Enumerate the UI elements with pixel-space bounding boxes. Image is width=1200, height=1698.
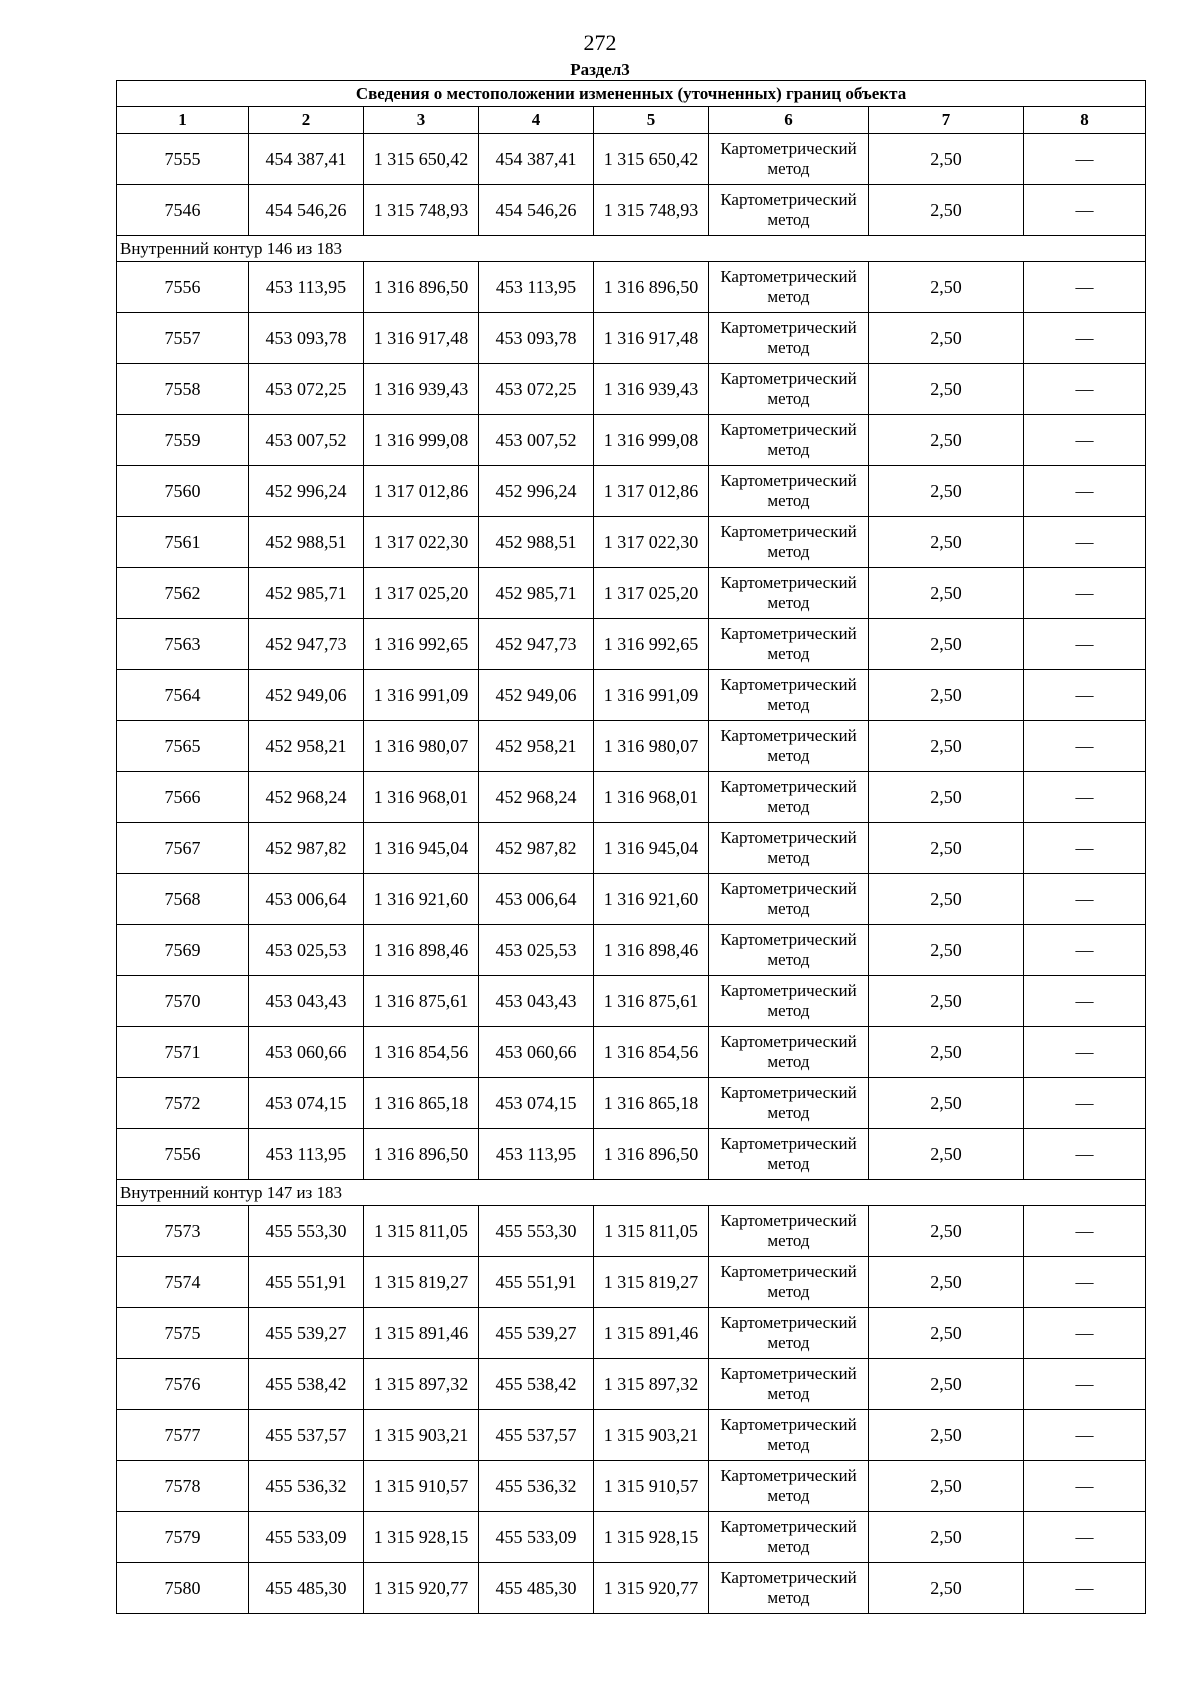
x-old-cell: 452 985,71 [249, 568, 364, 619]
y-new-cell: 1 316 917,48 [594, 313, 709, 364]
column-number: 7 [869, 107, 1024, 134]
x-new-cell: 455 536,32 [479, 1461, 594, 1512]
precision-cell: 2,50 [869, 1512, 1024, 1563]
y-old-cell: 1 315 650,42 [364, 134, 479, 185]
table-row [117, 1129, 1146, 1180]
x-new-cell: 452 988,51 [479, 517, 594, 568]
y-old-cell: 1 316 921,60 [364, 874, 479, 925]
x-old-cell: 453 007,52 [249, 415, 364, 466]
y-old-cell: 1 316 991,09 [364, 670, 479, 721]
description-cell: — [1024, 1206, 1146, 1257]
point-number-cell: 7557 [117, 313, 249, 364]
precision-cell: 2,50 [869, 976, 1024, 1027]
y-old-cell: 1 315 920,77 [364, 1563, 479, 1614]
y-old-cell: 1 316 854,56 [364, 1027, 479, 1078]
x-new-cell: 455 551,91 [479, 1257, 594, 1308]
description-cell: — [1024, 823, 1146, 874]
point-number-cell: 7575 [117, 1308, 249, 1359]
method-cell: Картометрический метод [709, 568, 869, 619]
y-new-cell: 1 316 945,04 [594, 823, 709, 874]
x-new-cell: 453 060,66 [479, 1027, 594, 1078]
x-old-cell: 452 988,51 [249, 517, 364, 568]
table-row [117, 1206, 1146, 1257]
x-new-cell: 453 113,95 [479, 262, 594, 313]
description-cell: — [1024, 134, 1146, 185]
precision-cell: 2,50 [869, 874, 1024, 925]
method-cell: Картометрический метод [709, 313, 869, 364]
point-number-cell: 7579 [117, 1512, 249, 1563]
precision-cell: 2,50 [869, 1461, 1024, 1512]
point-number-cell: 7559 [117, 415, 249, 466]
x-new-cell: 452 987,82 [479, 823, 594, 874]
description-cell: — [1024, 976, 1146, 1027]
precision-cell: 2,50 [869, 619, 1024, 670]
point-number-cell: 7576 [117, 1359, 249, 1410]
point-number-cell: 7558 [117, 364, 249, 415]
x-new-cell: 453 072,25 [479, 364, 594, 415]
y-new-cell: 1 316 896,50 [594, 262, 709, 313]
description-cell: — [1024, 466, 1146, 517]
y-new-cell: 1 316 999,08 [594, 415, 709, 466]
y-old-cell: 1 316 968,01 [364, 772, 479, 823]
precision-cell: 2,50 [869, 1563, 1024, 1614]
description-cell: — [1024, 568, 1146, 619]
point-number-cell: 7560 [117, 466, 249, 517]
y-new-cell: 1 316 921,60 [594, 874, 709, 925]
x-old-cell: 455 553,30 [249, 1206, 364, 1257]
x-new-cell: 455 537,57 [479, 1410, 594, 1461]
description-cell: — [1024, 1563, 1146, 1614]
y-old-cell: 1 317 022,30 [364, 517, 479, 568]
method-cell: Картометрический метод [709, 721, 869, 772]
x-new-cell: 453 113,95 [479, 1129, 594, 1180]
point-number-cell: 7563 [117, 619, 249, 670]
description-cell: — [1024, 1461, 1146, 1512]
precision-cell: 2,50 [869, 1410, 1024, 1461]
x-old-cell: 455 536,32 [249, 1461, 364, 1512]
section-title: Раздел3 [570, 60, 630, 79]
x-new-cell: 453 043,43 [479, 976, 594, 1027]
method-cell: Картометрический метод [709, 262, 869, 313]
precision-cell: 2,50 [869, 364, 1024, 415]
x-new-cell: 452 968,24 [479, 772, 594, 823]
precision-cell: 2,50 [869, 772, 1024, 823]
table-row [117, 1461, 1146, 1512]
x-new-cell: 453 093,78 [479, 313, 594, 364]
x-old-cell: 455 551,91 [249, 1257, 364, 1308]
y-old-cell: 1 317 012,86 [364, 466, 479, 517]
description-cell: — [1024, 619, 1146, 670]
y-new-cell: 1 316 980,07 [594, 721, 709, 772]
y-new-cell: 1 317 022,30 [594, 517, 709, 568]
description-cell: — [1024, 313, 1146, 364]
y-new-cell: 1 315 928,15 [594, 1512, 709, 1563]
point-number-cell: 7573 [117, 1206, 249, 1257]
precision-cell: 2,50 [869, 1078, 1024, 1129]
point-number-cell: 7569 [117, 925, 249, 976]
y-old-cell: 1 315 903,21 [364, 1410, 479, 1461]
method-cell: Картометрический метод [709, 415, 869, 466]
y-old-cell: 1 316 980,07 [364, 721, 479, 772]
x-old-cell: 453 006,64 [249, 874, 364, 925]
description-cell: — [1024, 415, 1146, 466]
method-cell: Картометрический метод [709, 1308, 869, 1359]
table-row [117, 364, 1146, 415]
table-row [117, 721, 1146, 772]
description-cell: — [1024, 1257, 1146, 1308]
method-cell: Картометрический метод [709, 1206, 869, 1257]
table-body [117, 81, 1146, 1614]
point-number-cell: 7574 [117, 1257, 249, 1308]
x-new-cell: 452 996,24 [479, 466, 594, 517]
y-new-cell: 1 316 992,65 [594, 619, 709, 670]
precision-cell: 2,50 [869, 517, 1024, 568]
description-cell: — [1024, 185, 1146, 236]
point-number-cell: 7571 [117, 1027, 249, 1078]
method-cell: Картометрический метод [709, 1257, 869, 1308]
table-row [117, 466, 1146, 517]
x-new-cell: 453 006,64 [479, 874, 594, 925]
x-new-cell: 454 387,41 [479, 134, 594, 185]
method-cell: Картометрический метод [709, 466, 869, 517]
method-cell: Картометрический метод [709, 1410, 869, 1461]
table-row [117, 262, 1146, 313]
contour-label: Внутренний контур 146 из 183 [117, 236, 1146, 262]
y-new-cell: 1 315 811,05 [594, 1206, 709, 1257]
x-old-cell: 452 996,24 [249, 466, 364, 517]
description-cell: — [1024, 1410, 1146, 1461]
point-number-cell: 7572 [117, 1078, 249, 1129]
y-new-cell: 1 315 920,77 [594, 1563, 709, 1614]
y-old-cell: 1 316 896,50 [364, 1129, 479, 1180]
column-numbers-row [117, 107, 1146, 134]
description-cell: — [1024, 670, 1146, 721]
y-old-cell: 1 315 928,15 [364, 1512, 479, 1563]
precision-cell: 2,50 [869, 568, 1024, 619]
method-cell: Картометрический метод [709, 134, 869, 185]
y-old-cell: 1 315 891,46 [364, 1308, 479, 1359]
y-new-cell: 1 316 898,46 [594, 925, 709, 976]
table-row [117, 1512, 1146, 1563]
x-new-cell: 452 947,73 [479, 619, 594, 670]
column-number: 4 [479, 107, 594, 134]
y-new-cell: 1 315 819,27 [594, 1257, 709, 1308]
x-new-cell: 452 985,71 [479, 568, 594, 619]
point-number-cell: 7555 [117, 134, 249, 185]
y-old-cell: 1 316 896,50 [364, 262, 479, 313]
contour-header-row [117, 236, 1146, 262]
point-number-cell: 7556 [117, 262, 249, 313]
table-row [117, 670, 1146, 721]
precision-cell: 2,50 [869, 1206, 1024, 1257]
point-number-cell: 7562 [117, 568, 249, 619]
point-number-cell: 7546 [117, 185, 249, 236]
x-old-cell: 454 546,26 [249, 185, 364, 236]
column-number: 8 [1024, 107, 1146, 134]
precision-cell: 2,50 [869, 721, 1024, 772]
x-old-cell: 453 043,43 [249, 976, 364, 1027]
x-old-cell: 455 485,30 [249, 1563, 364, 1614]
method-cell: Картометрический метод [709, 364, 869, 415]
method-cell: Картометрический метод [709, 823, 869, 874]
x-old-cell: 452 958,21 [249, 721, 364, 772]
y-new-cell: 1 316 991,09 [594, 670, 709, 721]
method-cell: Картометрический метод [709, 1563, 869, 1614]
point-number-cell: 7570 [117, 976, 249, 1027]
precision-cell: 2,50 [869, 670, 1024, 721]
description-cell: — [1024, 1359, 1146, 1410]
page-number: 272 [583, 30, 617, 55]
y-old-cell: 1 315 910,57 [364, 1461, 479, 1512]
point-number-cell: 7567 [117, 823, 249, 874]
y-old-cell: 1 315 748,93 [364, 185, 479, 236]
method-cell: Картометрический метод [709, 925, 869, 976]
y-old-cell: 1 317 025,20 [364, 568, 479, 619]
x-old-cell: 455 539,27 [249, 1308, 364, 1359]
y-new-cell: 1 315 897,32 [594, 1359, 709, 1410]
column-number: 6 [709, 107, 869, 134]
y-old-cell: 1 315 811,05 [364, 1206, 479, 1257]
y-old-cell: 1 316 865,18 [364, 1078, 479, 1129]
y-new-cell: 1 317 012,86 [594, 466, 709, 517]
x-old-cell: 453 113,95 [249, 262, 364, 313]
y-new-cell: 1 316 968,01 [594, 772, 709, 823]
y-old-cell: 1 316 999,08 [364, 415, 479, 466]
x-old-cell: 453 074,15 [249, 1078, 364, 1129]
description-cell: — [1024, 1308, 1146, 1359]
x-new-cell: 455 538,42 [479, 1359, 594, 1410]
y-new-cell: 1 317 025,20 [594, 568, 709, 619]
point-number-cell: 7561 [117, 517, 249, 568]
table-row [117, 1359, 1146, 1410]
method-cell: Картометрический метод [709, 670, 869, 721]
point-number-cell: 7577 [117, 1410, 249, 1461]
x-old-cell: 452 949,06 [249, 670, 364, 721]
precision-cell: 2,50 [869, 313, 1024, 364]
point-number-cell: 7578 [117, 1461, 249, 1512]
description-cell: — [1024, 1129, 1146, 1180]
description-cell: — [1024, 1512, 1146, 1563]
table-row [117, 823, 1146, 874]
precision-cell: 2,50 [869, 415, 1024, 466]
point-number-cell: 7580 [117, 1563, 249, 1614]
x-new-cell: 455 485,30 [479, 1563, 594, 1614]
table-row [117, 874, 1146, 925]
precision-cell: 2,50 [869, 185, 1024, 236]
point-number-cell: 7566 [117, 772, 249, 823]
y-old-cell: 1 315 897,32 [364, 1359, 479, 1410]
x-new-cell: 454 546,26 [479, 185, 594, 236]
table-row [117, 415, 1146, 466]
description-cell: — [1024, 1027, 1146, 1078]
table-caption-row [117, 81, 1146, 107]
x-new-cell: 453 025,53 [479, 925, 594, 976]
method-cell: Картометрический метод [709, 1461, 869, 1512]
point-number-cell: 7565 [117, 721, 249, 772]
method-cell: Картометрический метод [709, 185, 869, 236]
point-number-cell: 7564 [117, 670, 249, 721]
precision-cell: 2,50 [869, 1257, 1024, 1308]
table-row [117, 1563, 1146, 1614]
description-cell: — [1024, 925, 1146, 976]
table-row [117, 1027, 1146, 1078]
x-new-cell: 452 958,21 [479, 721, 594, 772]
point-number-cell: 7556 [117, 1129, 249, 1180]
precision-cell: 2,50 [869, 823, 1024, 874]
y-old-cell: 1 315 819,27 [364, 1257, 479, 1308]
table-row [117, 185, 1146, 236]
table-row [117, 1410, 1146, 1461]
x-new-cell: 453 007,52 [479, 415, 594, 466]
column-number: 5 [594, 107, 709, 134]
table-row [117, 1308, 1146, 1359]
x-old-cell: 453 060,66 [249, 1027, 364, 1078]
y-new-cell: 1 315 910,57 [594, 1461, 709, 1512]
x-old-cell: 455 538,42 [249, 1359, 364, 1410]
column-number: 1 [117, 107, 249, 134]
y-old-cell: 1 316 945,04 [364, 823, 479, 874]
table-row [117, 619, 1146, 670]
description-cell: — [1024, 262, 1146, 313]
precision-cell: 2,50 [869, 262, 1024, 313]
x-old-cell: 452 968,24 [249, 772, 364, 823]
y-old-cell: 1 316 875,61 [364, 976, 479, 1027]
method-cell: Картометрический метод [709, 517, 869, 568]
precision-cell: 2,50 [869, 1027, 1024, 1078]
x-old-cell: 453 113,95 [249, 1129, 364, 1180]
precision-cell: 2,50 [869, 134, 1024, 185]
y-new-cell: 1 316 854,56 [594, 1027, 709, 1078]
table-row [117, 313, 1146, 364]
precision-cell: 2,50 [869, 1308, 1024, 1359]
y-new-cell: 1 316 896,50 [594, 1129, 709, 1180]
method-cell: Картометрический метод [709, 1359, 869, 1410]
x-old-cell: 453 093,78 [249, 313, 364, 364]
table-row [117, 976, 1146, 1027]
y-new-cell: 1 316 875,61 [594, 976, 709, 1027]
x-old-cell: 453 025,53 [249, 925, 364, 976]
description-cell: — [1024, 721, 1146, 772]
y-new-cell: 1 315 903,21 [594, 1410, 709, 1461]
contour-header-row [117, 1180, 1146, 1206]
precision-cell: 2,50 [869, 466, 1024, 517]
column-number: 3 [364, 107, 479, 134]
x-new-cell: 452 949,06 [479, 670, 594, 721]
table-row [117, 1078, 1146, 1129]
description-cell: — [1024, 364, 1146, 415]
x-old-cell: 452 947,73 [249, 619, 364, 670]
table-row [117, 568, 1146, 619]
table-row [117, 1257, 1146, 1308]
y-new-cell: 1 315 891,46 [594, 1308, 709, 1359]
method-cell: Картометрический метод [709, 1129, 869, 1180]
y-old-cell: 1 316 898,46 [364, 925, 479, 976]
column-number: 2 [249, 107, 364, 134]
table-row [117, 925, 1146, 976]
y-new-cell: 1 316 865,18 [594, 1078, 709, 1129]
x-old-cell: 452 987,82 [249, 823, 364, 874]
description-cell: — [1024, 874, 1146, 925]
precision-cell: 2,50 [869, 925, 1024, 976]
method-cell: Картометрический метод [709, 874, 869, 925]
description-cell: — [1024, 772, 1146, 823]
y-old-cell: 1 316 917,48 [364, 313, 479, 364]
precision-cell: 2,50 [869, 1359, 1024, 1410]
method-cell: Картометрический метод [709, 976, 869, 1027]
x-old-cell: 455 537,57 [249, 1410, 364, 1461]
x-old-cell: 453 072,25 [249, 364, 364, 415]
table-row [117, 134, 1146, 185]
point-number-cell: 7568 [117, 874, 249, 925]
method-cell: Картометрический метод [709, 1078, 869, 1129]
y-old-cell: 1 316 939,43 [364, 364, 479, 415]
x-new-cell: 455 553,30 [479, 1206, 594, 1257]
contour-label: Внутренний контур 147 из 183 [117, 1180, 1146, 1206]
y-new-cell: 1 315 650,42 [594, 134, 709, 185]
x-new-cell: 455 539,27 [479, 1308, 594, 1359]
method-cell: Картометрический метод [709, 619, 869, 670]
precision-cell: 2,50 [869, 1129, 1024, 1180]
x-new-cell: 453 074,15 [479, 1078, 594, 1129]
x-old-cell: 454 387,41 [249, 134, 364, 185]
description-cell: — [1024, 1078, 1146, 1129]
method-cell: Картометрический метод [709, 1027, 869, 1078]
table-row [117, 772, 1146, 823]
method-cell: Картометрический метод [709, 772, 869, 823]
table-caption: Сведения о местоположении измененных (уточненных) границ объекта [117, 81, 1146, 107]
y-new-cell: 1 315 748,93 [594, 185, 709, 236]
x-old-cell: 455 533,09 [249, 1512, 364, 1563]
description-cell: — [1024, 517, 1146, 568]
y-old-cell: 1 316 992,65 [364, 619, 479, 670]
table-row [117, 517, 1146, 568]
y-new-cell: 1 316 939,43 [594, 364, 709, 415]
coordinates-table [116, 80, 1146, 1614]
x-new-cell: 455 533,09 [479, 1512, 594, 1563]
method-cell: Картометрический метод [709, 1512, 869, 1563]
